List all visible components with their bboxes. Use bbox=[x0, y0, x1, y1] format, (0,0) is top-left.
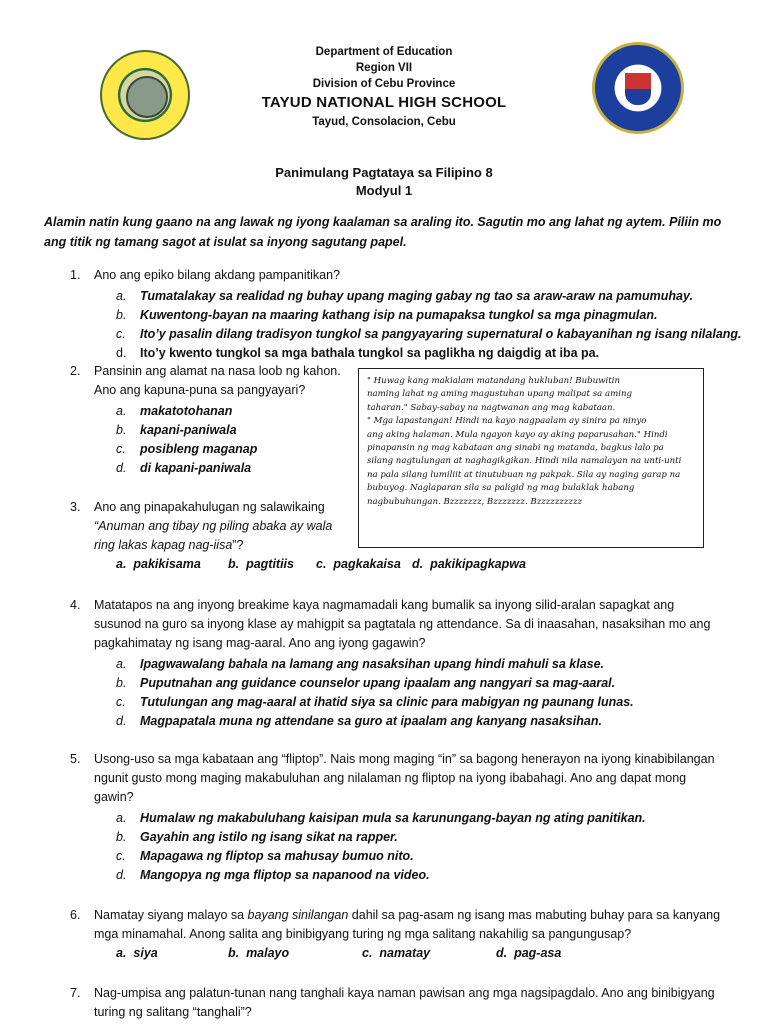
question-text-line-1: Ano ang pinapakahulugan ng salawikaing bbox=[94, 500, 325, 514]
choice-letter: a. bbox=[116, 404, 127, 418]
choice-c bbox=[116, 325, 742, 344]
question-number: 3. bbox=[70, 500, 81, 514]
choice-text: Puputnahan ang guidance counselor upang ipaalam ang nangyari sa mag-aaral. bbox=[140, 676, 616, 690]
choice-text: pagkakaisa bbox=[333, 557, 401, 571]
choice-d bbox=[496, 944, 561, 963]
choice-text: Tumatalakay sa realidad ng buhay upang maging gabay ng tao sa araw-araw na pamumuhay. bbox=[140, 289, 693, 303]
department-name: Department of Education bbox=[315, 46, 453, 58]
question-1 bbox=[70, 266, 742, 363]
choice-text: pakikisama bbox=[133, 557, 201, 571]
header-text bbox=[200, 44, 568, 130]
choice-text: posibleng maganap bbox=[140, 442, 258, 456]
choice-letter: d. bbox=[116, 461, 127, 475]
choices bbox=[116, 287, 742, 363]
question-text-line-1 bbox=[94, 906, 720, 925]
question-text-line-2: turing ng salitang “tanghali”? bbox=[94, 1005, 252, 1019]
choice-letter: c. bbox=[362, 946, 373, 960]
question-4 bbox=[70, 596, 710, 731]
choice-letter: c. bbox=[116, 849, 126, 863]
choice-text: namatay bbox=[379, 946, 431, 960]
question-number: 5. bbox=[70, 752, 81, 766]
choice-b bbox=[116, 828, 715, 847]
question-6 bbox=[70, 906, 720, 963]
question-number: 6. bbox=[70, 908, 81, 922]
choice-c bbox=[116, 440, 341, 459]
title-line-2: Modyul 1 bbox=[355, 183, 413, 198]
choice-c bbox=[316, 555, 412, 574]
choice-d bbox=[116, 866, 715, 885]
choice-a bbox=[116, 944, 228, 963]
choice-b bbox=[116, 306, 742, 325]
choice-letter: b. bbox=[116, 830, 127, 844]
choices-inline bbox=[116, 944, 720, 963]
choice-letter: c. bbox=[116, 442, 126, 456]
question-text-line-1: Usong-uso sa mga kabataan ang “fliptop”. Nais mong maging “in” sa bagong henerayon na iyong kinabibilangan bbox=[94, 752, 715, 766]
question-text-line-1: Matatapos na ang inyong breakime kaya nagmamadali kang bumalik sa inyong silid-aralan sapagkat ang bbox=[94, 598, 675, 612]
passage-line: ang aking halaman. Mula ngayon kayo ay aking paparusahan." Hindi bbox=[367, 429, 668, 440]
choice-d bbox=[116, 712, 710, 731]
passage-line: taharan." Sabay-sabay na nagtwanan ang mag kabataan. bbox=[367, 402, 616, 413]
text-segment: Namatay siyang malayo sa bbox=[94, 908, 248, 922]
choice-d bbox=[412, 555, 526, 574]
title-line-1: Panimulang Pagtataya sa Filipino 8 bbox=[275, 165, 493, 180]
choice-text: Gayahin ang istilo ng isang sikat na rapper. bbox=[140, 830, 398, 844]
division-name: Division of Cebu Province bbox=[312, 78, 456, 90]
choice-letter: b. bbox=[228, 946, 240, 960]
choice-b bbox=[116, 421, 341, 440]
region-name: Region VII bbox=[355, 62, 413, 74]
choice-a bbox=[116, 555, 228, 574]
choice-a bbox=[116, 809, 715, 828]
school-name: TAYUD NATIONAL HIGH SCHOOL bbox=[261, 94, 507, 111]
question-text-line-2: “Anuman ang tibay ng piling abaka ay wala bbox=[94, 519, 333, 533]
choice-text: pakikipagkapwa bbox=[430, 557, 526, 571]
choice-text: Ito’y kwento tungkol sa mga bathala tungkol sa paglikha ng daigdig at iba pa. bbox=[140, 346, 600, 360]
choice-letter: c. bbox=[116, 327, 126, 341]
choices bbox=[116, 402, 341, 478]
choice-letter: b. bbox=[116, 308, 127, 322]
question-number: 2. bbox=[70, 364, 81, 378]
choices bbox=[116, 655, 710, 731]
instructions: Alamin natin kung gaano na ang lawak ng iyong kaalaman sa araling ito. Sagutin mo ang lahat ng aytem. Piliin mo ang titik ng tamang sagot at isulat sa inyong sagutang papel. bbox=[44, 215, 722, 249]
choice-letter: d. bbox=[412, 557, 424, 571]
choice-text: di kapani-paniwala bbox=[140, 461, 252, 475]
choice-letter: a. bbox=[116, 289, 127, 303]
choice-text: Ito’y pasalin dilang tradisyon tungkol sa pangyayaring supernatural o kabayanihan ng isang nilalang. bbox=[140, 327, 742, 341]
choice-d bbox=[116, 459, 341, 478]
choice-text: Kuwentong-bayan na maaring kathang isip na pumapaksa tungkol sa mga pinagmulan. bbox=[140, 308, 658, 322]
choice-letter: c. bbox=[316, 557, 327, 571]
question-text-line-1: Nag-umpisa ang palatun-tunan nang tanghali kaya naman pawisan ang mga nagsipagdalo. Ano ang binibigyang bbox=[94, 986, 715, 1000]
document-header bbox=[0, 0, 768, 140]
choice-d bbox=[116, 344, 742, 363]
choice-letter: b. bbox=[228, 557, 240, 571]
question-text-line-3 bbox=[94, 536, 526, 555]
passage-line: bubuyog. Naglaparan sila sa paligid ng mag bulaklak habang bbox=[367, 483, 635, 494]
text-segment: dahil sa pag-asam ng isang mas mabuting buhay para sa kanyang bbox=[348, 908, 721, 922]
deped-seal-logo bbox=[592, 42, 684, 134]
choice-letter: a. bbox=[116, 946, 127, 960]
choice-text: Humalaw ng makabuluhang kaisipan mula sa karunungang-bayan ng ating panitikan. bbox=[140, 811, 646, 825]
choice-c bbox=[362, 944, 496, 963]
passage-line: pinapansin ng mag kabataan ang sinabi ng matanda, bagkus lalo pa bbox=[367, 443, 664, 454]
question-text-line-2: Ano ang kapuna-puna sa pangyayari? bbox=[94, 383, 306, 397]
choice-letter: b. bbox=[116, 676, 127, 690]
choice-letter: d. bbox=[496, 946, 508, 960]
choice-text: Ipagwawalang bahala na lamang ang nasaksihan upang hindi mahuli sa klase. bbox=[140, 657, 605, 671]
proverb-close: ”? bbox=[232, 538, 244, 552]
choice-c bbox=[116, 693, 710, 712]
choice-text: kapani-paniwala bbox=[140, 423, 237, 437]
passage-line: silang nagtulungan at naghagikgikan. Hindi nila namalayan na unti-unti bbox=[367, 456, 682, 467]
choices-inline bbox=[116, 555, 526, 574]
choice-b bbox=[228, 944, 362, 963]
choice-letter: b. bbox=[116, 423, 127, 437]
choice-letter: d. bbox=[116, 868, 127, 882]
passage-line: naming lahat ng aming magustuhan upang malipat sa aming bbox=[367, 389, 633, 400]
question-text-line-3: pagkahimatay ng isang mag-aaral. Ano ang iyong gagawin? bbox=[94, 636, 426, 650]
question-text-line-2: susunod na guro sa inyong klase ay mahigpit sa pagtatala ng attendance. Sa di inaasahan, nasaksihan mo ang bbox=[94, 617, 711, 631]
question-2 bbox=[70, 362, 341, 478]
passage-line: " Mga lapastangan! Hindi na kayo nagpaalam ay sinira pa ninyo bbox=[367, 416, 647, 427]
choice-text: makatotohanan bbox=[140, 404, 233, 418]
choice-a bbox=[116, 402, 341, 421]
choices bbox=[116, 809, 715, 885]
choice-text: Mapagawa ng fliptop sa mahusay bumuo nito. bbox=[140, 849, 414, 863]
choice-letter: d. bbox=[116, 714, 127, 728]
choice-c bbox=[116, 847, 715, 866]
question-text-line-1: Pansinin ang alamat na nasa loob ng kahon. bbox=[94, 364, 341, 378]
question-number: 1. bbox=[70, 268, 81, 282]
choice-letter: a. bbox=[116, 557, 127, 571]
question-text-line-2: ngunit gusto mong maging makabuluhan ang nilalaman ng fliptop na iyong ibabahagi. Ano ang dapat mong bbox=[94, 771, 687, 785]
choice-text: Tutulungan ang mag-aaral at ihatid siya sa clinic para mabigyan ng paunang lunas. bbox=[140, 695, 634, 709]
choice-text: pag-asa bbox=[514, 946, 562, 960]
question-7 bbox=[70, 984, 715, 1022]
question-3 bbox=[70, 498, 526, 574]
choice-text: pagtitiis bbox=[246, 557, 294, 571]
choice-text: siya bbox=[133, 946, 158, 960]
question-5 bbox=[70, 750, 715, 885]
choice-a bbox=[116, 287, 742, 306]
choice-a bbox=[116, 655, 710, 674]
choice-letter: c. bbox=[116, 695, 126, 709]
choice-b bbox=[116, 674, 710, 693]
choice-text: Mangopya ng mga fliptop sa napanood na video. bbox=[140, 868, 430, 882]
document-title bbox=[0, 164, 768, 200]
question-text: Ano ang epiko bilang akdang pampanitikan? bbox=[94, 268, 341, 282]
choice-text: Magpapatala muna ng attendane sa guro at ipaalam ang kanyang nasaksihan. bbox=[140, 714, 602, 728]
proverb-end: ring lakas kapag nag-iisa bbox=[94, 538, 233, 552]
choice-text: malayo bbox=[246, 946, 290, 960]
choice-letter: d. bbox=[116, 346, 127, 360]
emphasized-phrase: bayang sinilangan bbox=[247, 908, 349, 922]
choice-b bbox=[228, 555, 316, 574]
passage-line: na pala silang lumiliit at tinutubuan ng pakpak. Sila ay naging garap na bbox=[367, 469, 681, 480]
question-number: 4. bbox=[70, 598, 81, 612]
passage-line: nagbubuhungan. Bzzzzzzz, Bzzzzzzz. Bzzzzzzzzzz bbox=[367, 496, 582, 507]
school-seal-logo bbox=[100, 50, 190, 140]
passage-line: " Huwag kang makialam matandang hukluban! Bubuwitin bbox=[367, 376, 621, 386]
question-number: 7. bbox=[70, 986, 81, 1000]
choice-letter: a. bbox=[116, 811, 127, 825]
question-text-line-2: mga minamahal. Anong salita ang binibigyang turing ng mga salitang nakahilig sa pangungusap? bbox=[94, 927, 632, 941]
choice-letter: a. bbox=[116, 657, 127, 671]
question-text-line-3: gawin? bbox=[94, 790, 134, 804]
school-address: Tayud, Consolacion, Cebu bbox=[312, 116, 456, 128]
